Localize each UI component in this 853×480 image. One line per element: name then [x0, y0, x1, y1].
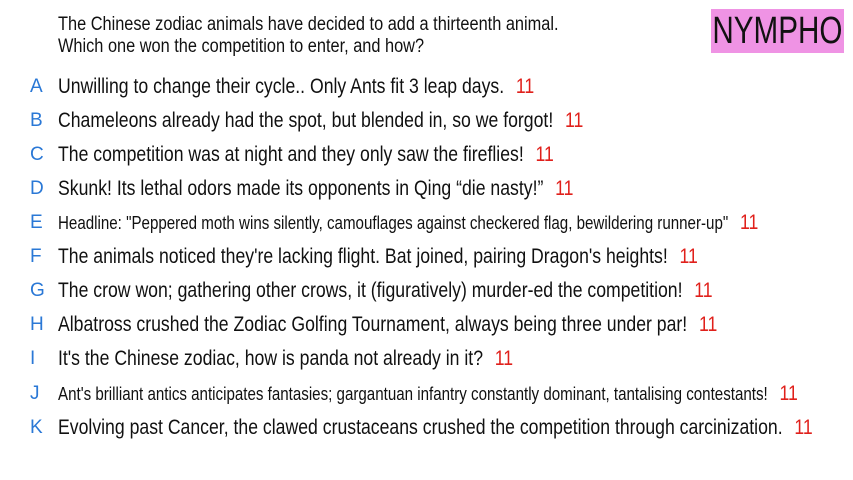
answer-letter: D	[30, 178, 44, 199]
answer-text: It's the Chinese zodiac, how is panda not already in it?	[58, 347, 484, 370]
answer-score: 11	[679, 245, 698, 268]
answer-letter: A	[30, 76, 43, 97]
answer-score: 11	[515, 75, 535, 98]
answer-text: Skunk! Its lethal odors made its opponents in Qing “die nasty!”	[58, 177, 544, 200]
answer-letter: C	[30, 144, 44, 165]
answer-text: Evolving past Cancer, the clawed crustaceans crushed the competition through carcinization.	[58, 416, 783, 439]
answer-content	[58, 75, 534, 99]
answer-letter: H	[30, 314, 44, 335]
answer-score: 11	[694, 279, 713, 302]
answer-text: The crow won; gathering other crows, it (figuratively) murder-ed the competition!	[58, 279, 683, 302]
answer-text: Headline: "Peppered moth wins silently, camouflages against checkered flag, bewildering runner-up"	[58, 212, 729, 233]
question-prompt	[58, 14, 558, 58]
answer-content	[58, 347, 513, 371]
answer-letter: I	[30, 348, 36, 369]
answer-letter: J	[30, 383, 40, 404]
answer-text: Albatross crushed the Zodiac Golfing Tournament, always being three under par!	[58, 313, 688, 336]
answer-content	[58, 416, 813, 440]
answer-letter: B	[30, 110, 43, 131]
player-name-label: NYMPHO	[712, 9, 843, 52]
answer-score: 11	[794, 416, 813, 439]
answer-content	[58, 143, 554, 167]
answer-text: The animals noticed they're lacking flight. Bat joined, pairing Dragon's heights!	[58, 245, 668, 268]
question-line-2: Which one won the competition to enter, and how?	[58, 36, 425, 57]
answer-score: 11	[698, 313, 718, 336]
answer-score: 11	[494, 347, 514, 370]
answer-content	[58, 245, 698, 269]
answer-content	[58, 279, 713, 303]
answer-score: 11	[564, 109, 584, 132]
answer-content	[58, 313, 717, 337]
answer-score: 11	[535, 143, 554, 166]
answer-letter: F	[30, 246, 42, 267]
answer-letter: G	[30, 280, 45, 301]
answer-text: Ant's brilliant antics anticipates fantasies; gargantuan infantry constantly dominant, tantalising contestants!	[58, 383, 768, 404]
answer-content	[58, 109, 583, 133]
answer-text: Chameleons already had the spot, but blended in, so we forgot!	[58, 109, 554, 132]
answer-content	[58, 211, 758, 235]
answer-score: 11	[739, 211, 759, 234]
question-line-1: The Chinese zodiac animals have decided to add a thirteenth animal.	[58, 14, 559, 35]
answer-score: 11	[779, 382, 798, 405]
answer-score: 11	[555, 177, 574, 200]
answer-text: The competition was at night and they only saw the fireflies!	[58, 143, 524, 166]
answer-content	[58, 382, 798, 406]
player-name-badge	[711, 9, 844, 53]
answer-content	[58, 177, 573, 201]
answer-letter: E	[30, 212, 43, 233]
answer-text: Unwilling to change their cycle.. Only Ants fit 3 leap days.	[58, 75, 505, 98]
answer-letter: K	[30, 417, 43, 438]
